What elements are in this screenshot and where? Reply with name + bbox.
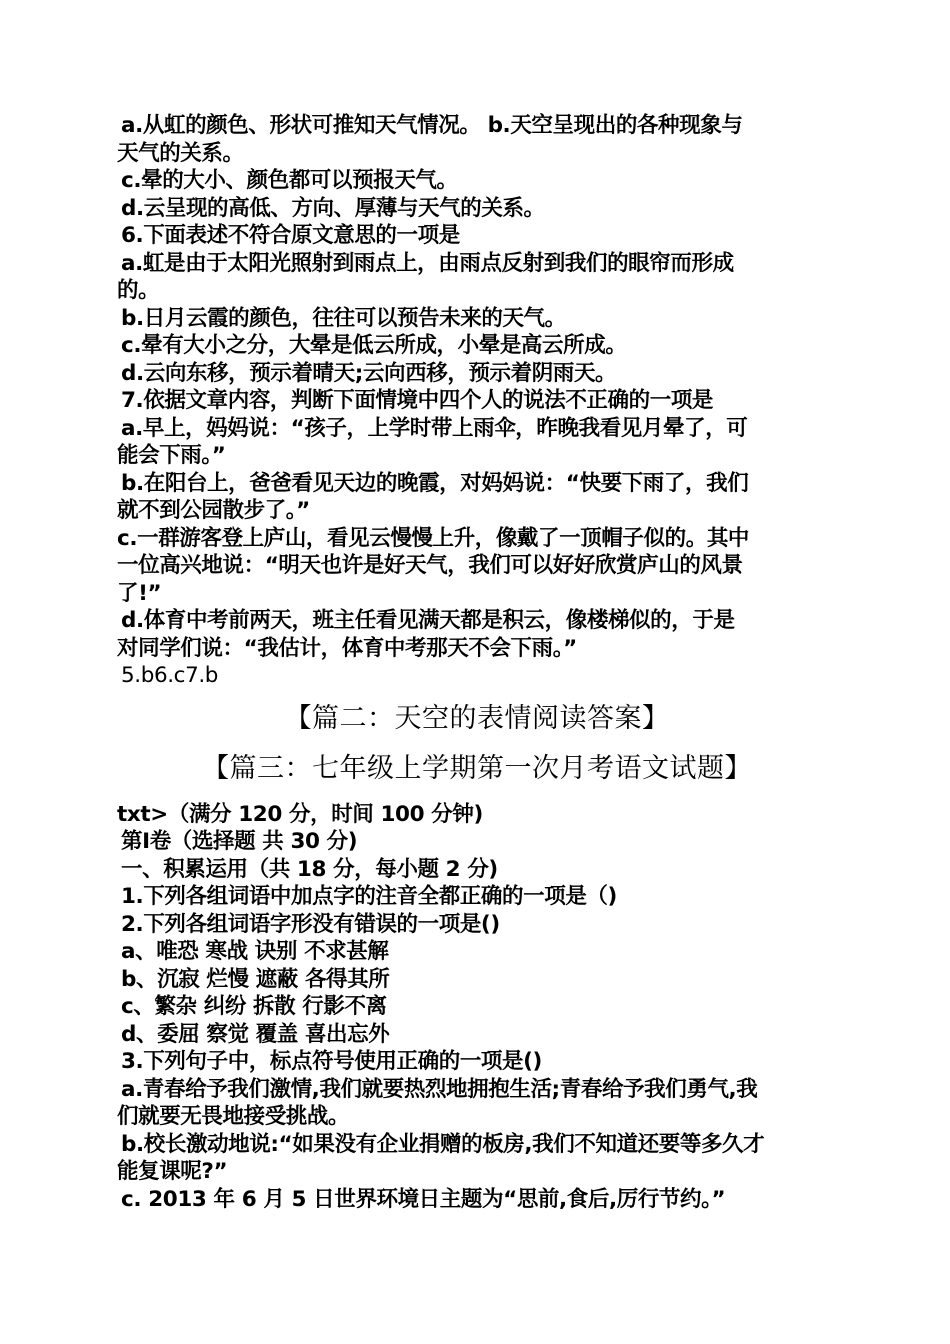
text-line: b.在阳台上，爸爸看见天边的晚霞，对妈妈说：“快要下雨了，我们: [121, 470, 749, 496]
text-line: 了!”: [117, 580, 162, 606]
question-2: 2.下列各组词语字形没有错误的一项是(): [121, 911, 500, 937]
text-line: b.校长激动地说:“如果没有企业捐赠的板房,我们不知道还要等多久才: [121, 1131, 765, 1157]
question-7: 7.依据文章内容，判断下面情境中四个人的说法不正确的一项是: [121, 388, 714, 413]
text-line: c.晕有大小之分，大晕是低云所成，小晕是高云所成。: [121, 333, 627, 358]
text-line: a.虹是由于太阳光照射到雨点上，由雨点反射到我们的眼帘而形成: [121, 250, 734, 276]
text-line: d.云呈现的高低、方向、厚薄与天气的关系。: [121, 195, 545, 221]
text-line: 们就要无畏地接受挑战。: [117, 1104, 350, 1129]
exam-block: [117, 801, 837, 1214]
answer-line: 5.b6.c7.b: [121, 663, 219, 688]
section-heading-2: 【篇二：天空的表情阅读答案】: [284, 702, 670, 734]
text-line: 能会下雨。”: [117, 443, 226, 468]
document-page: [117, 112, 837, 1213]
text-line: a.青春给予我们激情,我们就要热烈地拥抱生活;青春给予我们勇气,我: [121, 1076, 758, 1102]
text-line: c. 2013 年 6 月 5 日世界环境日主题为“思前,食后,厉行节约。”: [121, 1186, 726, 1212]
text-line: d.体育中考前两天，班主任看见满天都是积云，像楼梯似的，于是: [121, 608, 735, 633]
text-line: 天气的关系。: [117, 140, 244, 166]
volume-title: 第Ⅰ卷（选择题 共 30 分): [121, 829, 358, 854]
text-line: 就不到公园散步了。”: [117, 498, 310, 523]
option-line: a、唯恐 寒战 诀别 不求甚解: [121, 939, 389, 964]
text-line: 的。: [117, 278, 160, 303]
part-title: 一、积累运用（共 18 分，每小题 2 分): [121, 856, 498, 882]
section-heading-3: 【篇三：七年级上学期第一次月考语文试题】: [202, 752, 752, 784]
question-3: 3.下列句子中，标点符号使用正确的一项是(): [121, 1049, 542, 1074]
text-line: c.一群游客登上庐山，看见云慢慢上升，像戴了一顶帽子似的。其中: [117, 525, 750, 551]
text-line: a.从虹的颜色、形状可推知天气情况。 b.天空呈现出的各种现象与: [121, 113, 743, 138]
text-line: 对同学们说：“我估计，体育中考那天不会下雨。”: [117, 635, 577, 661]
question-block-weather: [117, 112, 837, 690]
text-line: d.云向东移，预示着晴天;云向西移，预示着阴雨天。: [121, 360, 617, 386]
exam-header: txt>（满分 120 分，时间 100 分钟): [117, 801, 483, 827]
option-line: b、沉寂 烂慢 遮蔽 各得其所: [121, 966, 390, 992]
question-6: 6.下面表述不符合原文意思的一项是: [121, 223, 460, 248]
text-line: 能复课呢?”: [117, 1159, 228, 1184]
text-line: c.晕的大小、颜色都可以预报天气。: [121, 168, 458, 193]
text-line: b.日月云霞的颜色，往往可以预告未来的天气。: [121, 305, 566, 331]
text-line: 一位高兴地说：“明天也许是好天气，我们可以好好欣赏庐山的风景: [117, 553, 743, 578]
option-line: c、繁杂 纠纷 拆散 行影不离: [121, 994, 387, 1019]
option-line: d、委屈 察觉 覆盖 喜出忘外: [121, 1021, 390, 1047]
text-line: a.早上，妈妈说：“孩子，上学时带上雨伞，昨晚我看见月晕了，可: [121, 415, 748, 441]
question-1: 1.下列各组词语中加点字的注音全都正确的一项是（): [121, 884, 617, 909]
